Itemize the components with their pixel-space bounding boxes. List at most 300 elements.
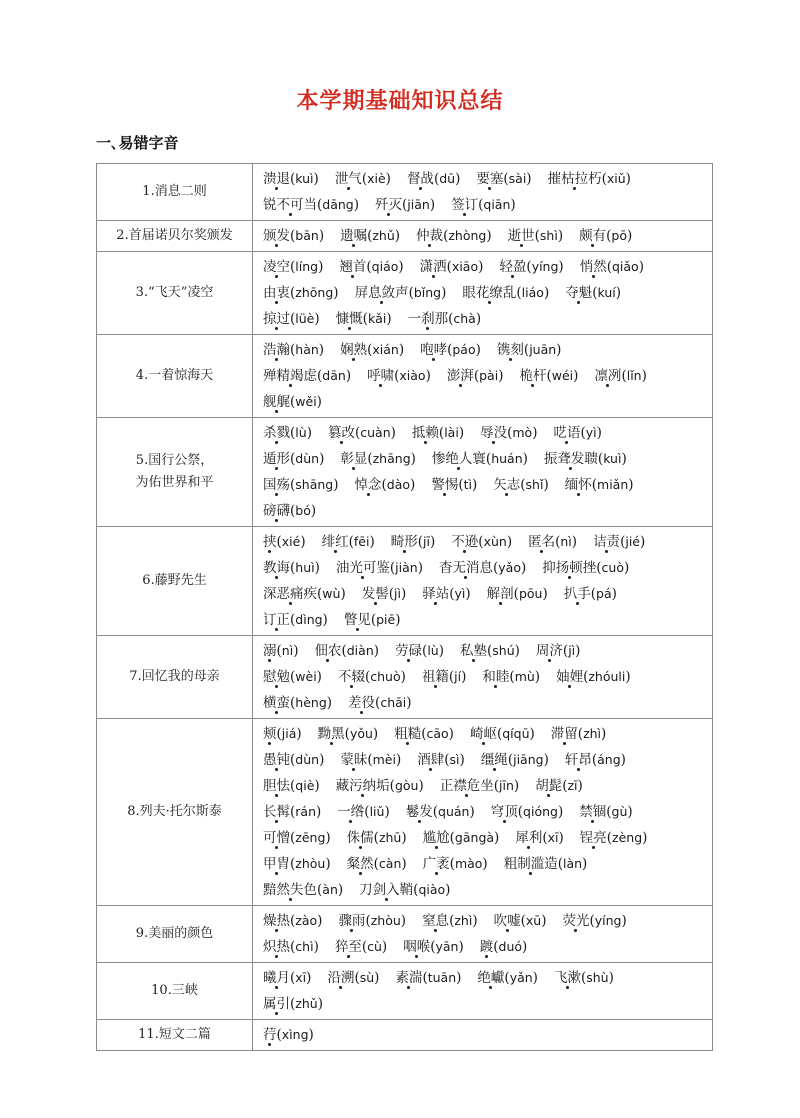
- word-text: 横蛮: [263, 695, 290, 711]
- word-item: 凌空(líng): [263, 259, 324, 275]
- word-item: 佃农(diàn): [314, 643, 380, 659]
- pinyin-text: gòu: [394, 778, 419, 793]
- word-text: 广袤: [422, 856, 450, 872]
- word-list: [253, 1020, 713, 1051]
- word-text: 轻盈: [499, 259, 527, 275]
- pinyin-text: juān: [529, 342, 557, 357]
- word-item: 正襟危坐(jīn): [439, 778, 520, 794]
- section-heading: 一､易错字音: [96, 134, 179, 152]
- word-item: 愚钝(dùn): [263, 752, 325, 768]
- pinyin-text: zhōng: [295, 285, 334, 300]
- lesson-title-line: 2.首届诺贝尔奖颁发: [116, 228, 233, 243]
- pinyin-text: zhǔ: [295, 996, 318, 1011]
- pinyin-text: làn: [562, 856, 583, 871]
- word-text: 尴尬: [422, 830, 450, 846]
- word-line: [263, 446, 712, 472]
- pinyin-text: zhì: [583, 726, 602, 741]
- word-text: 劳碌: [395, 643, 423, 659]
- word-item: 彰显(zhāng): [340, 451, 416, 467]
- pinyin-text: nì: [281, 643, 294, 658]
- table-row: [97, 1020, 713, 1051]
- pinyin-text: bó: [295, 503, 311, 518]
- word-item: 舰艉(wěi): [263, 394, 322, 410]
- word-text: 藏污纳垢: [335, 778, 390, 794]
- pinyin-text: dùn: [295, 451, 320, 466]
- pinyin-text: gāngà: [454, 830, 495, 845]
- pinyin-text: pō: [611, 228, 627, 243]
- word-list: [253, 906, 713, 963]
- pronunciation-table: [96, 163, 713, 1051]
- pinyin-text: dān: [322, 368, 346, 383]
- word-item: 匿名(nì): [528, 534, 578, 550]
- word-item: 一绺(liǔ): [337, 804, 390, 820]
- pinyin-text: jié: [625, 534, 640, 549]
- pinyin-text: xī: [547, 830, 559, 845]
- word-item: 胡髭(zī): [535, 778, 583, 794]
- pinyin-text: mèi: [372, 752, 396, 767]
- word-item: 荧光(yíng): [562, 913, 627, 929]
- word-item: 甲胄(zhòu): [263, 856, 331, 872]
- pinyin-text: sì: [449, 752, 460, 767]
- word-item: 锃亮(zèng): [579, 830, 648, 846]
- pinyin-text: nì: [560, 534, 572, 549]
- word-item: 咆哮(páo): [420, 342, 481, 358]
- word-item: 沿溯(sù): [327, 970, 380, 986]
- word-text: 可憎: [263, 830, 290, 846]
- word-text: 缰绳: [480, 752, 508, 768]
- word-text: 舰艉: [263, 394, 290, 410]
- pinyin-text: shǐ: [525, 477, 544, 492]
- pinyin-text: cuàn: [360, 425, 391, 440]
- word-item: 解剖(pōu): [486, 586, 548, 602]
- word-item: 鬈发(quán): [405, 804, 475, 820]
- word-text: 杀戮: [263, 425, 290, 441]
- word-text: 荇: [263, 1027, 277, 1043]
- word-text: 畸形: [390, 534, 418, 550]
- word-text: 不逊: [451, 534, 479, 550]
- word-item: 粗制滥造(làn): [503, 856, 588, 872]
- word-item: 遗嘱(zhǔ): [340, 228, 401, 244]
- word-text: 绯红: [321, 534, 349, 550]
- pinyin-text: qiǎo: [611, 259, 639, 274]
- word-text: 锃亮: [579, 830, 607, 846]
- word-text: 沿溯: [327, 970, 355, 986]
- pinyin-text: xī: [295, 970, 307, 985]
- pinyin-text: miǎn: [597, 477, 629, 492]
- word-item: 掠过(lüè): [263, 311, 320, 327]
- table-row: [97, 527, 713, 636]
- word-text: 翘首: [339, 259, 367, 275]
- word-item: 黯然失色(àn): [263, 882, 344, 898]
- pinyin-text: cāo: [426, 726, 449, 741]
- pinyin-text: kuì: [603, 451, 622, 466]
- pinyin-text: xiào: [399, 368, 426, 383]
- word-text: 要塞: [476, 171, 504, 187]
- word-item: 粲然(càn): [346, 856, 407, 872]
- word-item: 磅礴(bó): [263, 503, 317, 519]
- lesson-title-line: 5.国行公祭，: [135, 453, 214, 468]
- word-text: 桅杆: [519, 368, 547, 384]
- pinyin-text: wù: [322, 586, 341, 601]
- word-text: 签订: [451, 197, 479, 213]
- word-item: 潇洒(xiāo): [419, 259, 484, 275]
- word-text: 佃农: [314, 643, 342, 659]
- word-text: 黯然失色: [263, 882, 317, 898]
- pinyin-text: pài: [479, 368, 499, 383]
- pinyin-text: qiào: [418, 882, 446, 897]
- pinyin-text: dū: [439, 171, 456, 186]
- word-line: [263, 363, 712, 389]
- pinyin-text: gù: [611, 804, 628, 819]
- word-item: 悼念(dào): [354, 477, 416, 493]
- pinyin-text: zèng: [612, 830, 643, 845]
- word-text: 锐不可当: [263, 197, 317, 213]
- pinyin-text: shù: [586, 970, 609, 985]
- pinyin-text: huì: [295, 560, 315, 575]
- word-text: 解剖: [486, 586, 514, 602]
- pinyin-text: líng: [295, 259, 319, 274]
- word-text: 酒肆: [417, 752, 445, 768]
- word-text: 凛冽: [594, 368, 622, 384]
- word-item: 酒肆(sì): [417, 752, 465, 768]
- pinyin-text: tì: [463, 477, 472, 492]
- word-item: 蒙昧(mèi): [340, 752, 402, 768]
- word-item: 飞漱(shù): [553, 970, 614, 986]
- word-text: 深恶痛疾: [263, 586, 317, 602]
- word-line: [263, 1022, 712, 1048]
- pinyin-text: zhòu: [295, 856, 326, 871]
- table-row: [97, 221, 713, 252]
- pinyin-text: lài: [444, 425, 459, 440]
- lesson-title: [97, 963, 253, 1020]
- word-item: 猝至(cù): [334, 939, 388, 955]
- pinyin-text: qiè: [295, 778, 315, 793]
- word-list: [253, 636, 713, 719]
- word-text: 由衷: [263, 285, 290, 301]
- pinyin-text: qiáo: [371, 259, 399, 274]
- word-item: 藏污纳垢(gòu): [335, 778, 424, 794]
- table-row: [97, 335, 713, 418]
- word-line: [263, 581, 712, 607]
- word-line: [263, 607, 712, 633]
- word-text: 教诲: [263, 560, 290, 576]
- pinyin-text: yǎn: [509, 970, 533, 985]
- word-text: 黝黑: [317, 726, 345, 742]
- table-row: [97, 636, 713, 719]
- word-item: 签订(qiān): [451, 197, 516, 213]
- word-list: [253, 335, 713, 418]
- word-text: 粗糙: [394, 726, 422, 742]
- lesson-title: [97, 636, 253, 719]
- pinyin-text: kǎi: [367, 311, 387, 326]
- word-text: 矢志: [493, 477, 521, 493]
- word-text: 不辍: [337, 669, 365, 685]
- pinyin-text: sù: [359, 970, 375, 985]
- word-item: 订正(dìng): [263, 612, 328, 628]
- word-text: 扒手: [563, 586, 591, 602]
- word-text: 潇洒: [419, 259, 447, 275]
- word-line: [263, 965, 712, 991]
- word-item: 悄然(qiǎo): [579, 259, 644, 275]
- word-item: 挟(xié): [263, 534, 306, 550]
- word-line: [263, 934, 712, 960]
- word-text: 荧光: [562, 913, 590, 929]
- word-text: 磅礴: [263, 503, 290, 519]
- word-text: 素湍: [395, 970, 423, 986]
- pinyin-text: zēng: [295, 830, 326, 845]
- word-text: 匿名: [528, 534, 556, 550]
- word-item: 眼花缭乱(liáo): [462, 285, 550, 301]
- word-text: 杳无消息: [438, 560, 493, 576]
- pinyin-text: mù: [514, 669, 535, 684]
- word-text: 殚精竭虑: [263, 368, 317, 384]
- word-text: 浩瀚: [263, 342, 290, 358]
- pinyin-text: diàn: [346, 643, 374, 658]
- pinyin-text: liáo: [521, 285, 544, 300]
- pinyin-text: mò: [512, 425, 533, 440]
- word-text: 遗嘱: [340, 228, 368, 244]
- pinyin-text: àn: [322, 882, 338, 897]
- pinyin-text: zhāng: [372, 451, 411, 466]
- word-text: 溺: [263, 643, 277, 659]
- word-item: 粗糙(cāo): [394, 726, 454, 742]
- table-row: [97, 906, 713, 963]
- word-text: 一绺: [337, 804, 365, 820]
- pinyin-text: quán: [438, 804, 470, 819]
- lesson-title: [97, 418, 253, 527]
- word-item: 妯娌(zhóuli): [556, 669, 631, 685]
- word-text: 犀利: [515, 830, 543, 846]
- word-text: 踱: [479, 939, 494, 955]
- word-item: 刀剑入鞘(qiào): [359, 882, 451, 898]
- word-text: 呼啸: [367, 368, 395, 384]
- pinyin-text: pōu: [518, 586, 543, 601]
- word-line: [263, 498, 712, 524]
- word-text: 泄气: [334, 171, 362, 187]
- pinyin-text: xiāo: [451, 259, 479, 274]
- word-text: 滞留: [550, 726, 578, 742]
- word-text: 慰勉: [263, 669, 290, 685]
- lesson-title-line: 3.“飞天”凌空: [135, 285, 214, 300]
- pinyin-text: zhì: [454, 913, 473, 928]
- word-item: 娴熟(xián): [340, 342, 405, 358]
- word-text: 振聋发聩: [543, 451, 598, 467]
- word-item: 呓语(yì): [553, 425, 602, 441]
- pinyin-text: jiān: [407, 197, 430, 212]
- pinyin-text: xié: [281, 534, 301, 549]
- word-item: 绯红(fēi): [321, 534, 375, 550]
- word-line: [263, 306, 712, 332]
- word-item: 颊(jiá): [263, 726, 302, 742]
- lesson-title: [97, 164, 253, 221]
- word-list: [253, 418, 713, 527]
- pinyin-text: yǒu: [349, 726, 373, 741]
- word-item: 殚精竭虑(dān): [263, 368, 352, 384]
- table-row: [97, 252, 713, 335]
- word-item: 广袤(mào): [422, 856, 488, 872]
- word-text: 胆怯: [263, 778, 290, 794]
- pinyin-text: shú: [492, 643, 515, 658]
- word-text: 燥热: [263, 913, 290, 929]
- word-item: 桅杆(wéi): [519, 368, 579, 384]
- word-item: 凛冽(lǐn): [594, 368, 647, 384]
- word-item: 燥热(zào): [263, 913, 323, 929]
- word-text: 轩昂: [564, 752, 592, 768]
- pinyin-text: xìng: [281, 1027, 309, 1042]
- word-item: 一刹那(chà): [407, 311, 482, 327]
- word-item: 泄气(xiè): [334, 171, 391, 187]
- word-item: 不逊(xùn): [451, 534, 513, 550]
- word-item: 尴尬(gāngà): [422, 830, 500, 846]
- word-item: 屏息敛声(bǐng): [354, 285, 447, 301]
- pinyin-text: qíqū: [502, 726, 530, 741]
- word-line: [263, 472, 712, 498]
- word-item: 夺魁(kuí): [565, 285, 622, 301]
- pinyin-text: huán: [491, 451, 523, 466]
- word-text: 夺魁: [565, 285, 593, 301]
- word-line: [263, 280, 712, 306]
- lesson-title-line: 11.短文二篇: [138, 1027, 211, 1042]
- word-item: 缅怀(miǎn): [564, 477, 634, 493]
- word-item: 属引(zhǔ): [263, 996, 323, 1012]
- pinyin-text: cuò: [601, 560, 624, 575]
- pinyin-text: sài: [508, 171, 527, 186]
- word-text: 呓语: [553, 425, 581, 441]
- word-item: 周济(jì): [535, 643, 581, 659]
- word-text: 愚钝: [263, 752, 290, 768]
- pinyin-text: chà: [453, 311, 476, 326]
- word-item: 犀利(xī): [515, 830, 564, 846]
- word-line: [263, 223, 712, 249]
- word-line: [263, 690, 712, 716]
- pinyin-text: wèi: [295, 669, 317, 684]
- word-item: 禁锢(gù): [579, 804, 633, 820]
- word-item: 祖籍(jí): [421, 669, 467, 685]
- pinyin-text: xiǔ: [606, 171, 626, 186]
- word-list: [253, 527, 713, 636]
- word-text: 飞漱: [553, 970, 581, 986]
- pinyin-text: áng: [597, 752, 621, 767]
- word-item: 荇(xìng): [263, 1027, 314, 1043]
- word-text: 禁锢: [579, 804, 607, 820]
- pinyin-text: tuān: [427, 970, 457, 985]
- word-item: 可憎(zēng): [263, 830, 331, 846]
- pinyin-text: dìng: [295, 612, 323, 627]
- word-line: [263, 664, 712, 690]
- word-text: 崎岖: [469, 726, 497, 742]
- word-text: 镌刻: [496, 342, 524, 358]
- word-text: 抑扬顿挫: [542, 560, 597, 576]
- pinyin-text: lù: [427, 643, 439, 658]
- word-line: [263, 555, 712, 581]
- word-text: 驿站: [422, 586, 450, 602]
- pinyin-text: jì: [394, 586, 401, 601]
- word-item: 慰勉(wèi): [263, 669, 322, 685]
- word-item: 澎湃(pài): [446, 368, 504, 384]
- pinyin-text: xiè: [367, 171, 386, 186]
- table-row: [97, 719, 713, 906]
- word-item: 诘责(jié): [593, 534, 646, 550]
- word-item: 抵赖(lài): [411, 425, 465, 441]
- pinyin-text: zī: [567, 778, 578, 793]
- word-text: 发髻: [361, 586, 389, 602]
- pinyin-text: lǐn: [626, 368, 642, 383]
- word-line: [263, 420, 712, 446]
- lesson-title-line: 4.一着惊海天: [135, 368, 214, 383]
- word-text: 警惕: [431, 477, 459, 493]
- word-line: [263, 254, 712, 280]
- pinyin-text: jí: [454, 669, 462, 684]
- word-text: 骤雨: [338, 913, 366, 929]
- word-line: [263, 747, 712, 773]
- word-item: 要塞(sài): [476, 171, 532, 187]
- word-list: [253, 963, 713, 1020]
- pinyin-text: hàn: [295, 342, 319, 357]
- word-line: [263, 638, 712, 664]
- word-text: 挟: [263, 534, 277, 550]
- word-item: 镌刻(juān): [496, 342, 562, 358]
- word-line: [263, 192, 712, 218]
- pinyin-text: fēi: [353, 534, 370, 549]
- word-text: 订正: [263, 612, 290, 628]
- pinyin-text: zhóuli: [588, 669, 626, 684]
- word-text: 掠过: [263, 311, 290, 327]
- word-text: 正襟危坐: [439, 778, 494, 794]
- word-text: 彰显: [340, 451, 368, 467]
- word-item: 篡改(cuàn): [327, 425, 396, 441]
- word-item: 横蛮(hèng): [263, 695, 333, 711]
- pinyin-text: mào: [454, 856, 483, 871]
- word-item: 警惕(tì): [431, 477, 478, 493]
- word-text: 歼灭: [375, 197, 403, 213]
- table-row: [97, 963, 713, 1020]
- word-text: 祖籍: [421, 669, 449, 685]
- word-text: 仲裁: [416, 228, 444, 244]
- word-item: 教诲(huì): [263, 560, 320, 576]
- pinyin-text: cù: [367, 939, 382, 954]
- word-item: 遁形(dùn): [263, 451, 325, 467]
- word-text: 粗制滥造: [503, 856, 558, 872]
- word-list: [253, 719, 713, 906]
- pinyin-text: jiá: [281, 726, 297, 741]
- pinyin-text: kuì: [295, 171, 314, 186]
- word-item: 发髻(jì): [361, 586, 407, 602]
- pinyin-text: lüè: [295, 311, 315, 326]
- word-item: 窒息(zhì): [422, 913, 478, 929]
- lesson-title: [97, 906, 253, 963]
- pinyin-text: chāi: [380, 695, 407, 710]
- lesson-title-line: 10.三峡: [151, 983, 198, 998]
- pinyin-text: zhòng: [448, 228, 487, 243]
- word-item: 慷慨(kǎi): [335, 311, 392, 327]
- word-text: 胡髭: [535, 778, 563, 794]
- word-text: 和睦: [482, 669, 510, 685]
- word-text: 娴熟: [340, 342, 368, 358]
- word-text: 凌空: [263, 259, 290, 275]
- lesson-title: [97, 252, 253, 335]
- word-item: 由衷(zhōng): [263, 285, 339, 301]
- word-list: [253, 164, 713, 221]
- pinyin-text: rán: [295, 804, 317, 819]
- word-line: [263, 851, 712, 877]
- word-item: 翘首(qiáo): [339, 259, 404, 275]
- pinyin-text: pá: [596, 586, 612, 601]
- word-line: [263, 877, 712, 903]
- word-item: 仲裁(zhòng): [416, 228, 492, 244]
- word-text: 周济: [535, 643, 563, 659]
- word-text: 瞥见: [343, 612, 371, 628]
- word-text: 鬈发: [405, 804, 433, 820]
